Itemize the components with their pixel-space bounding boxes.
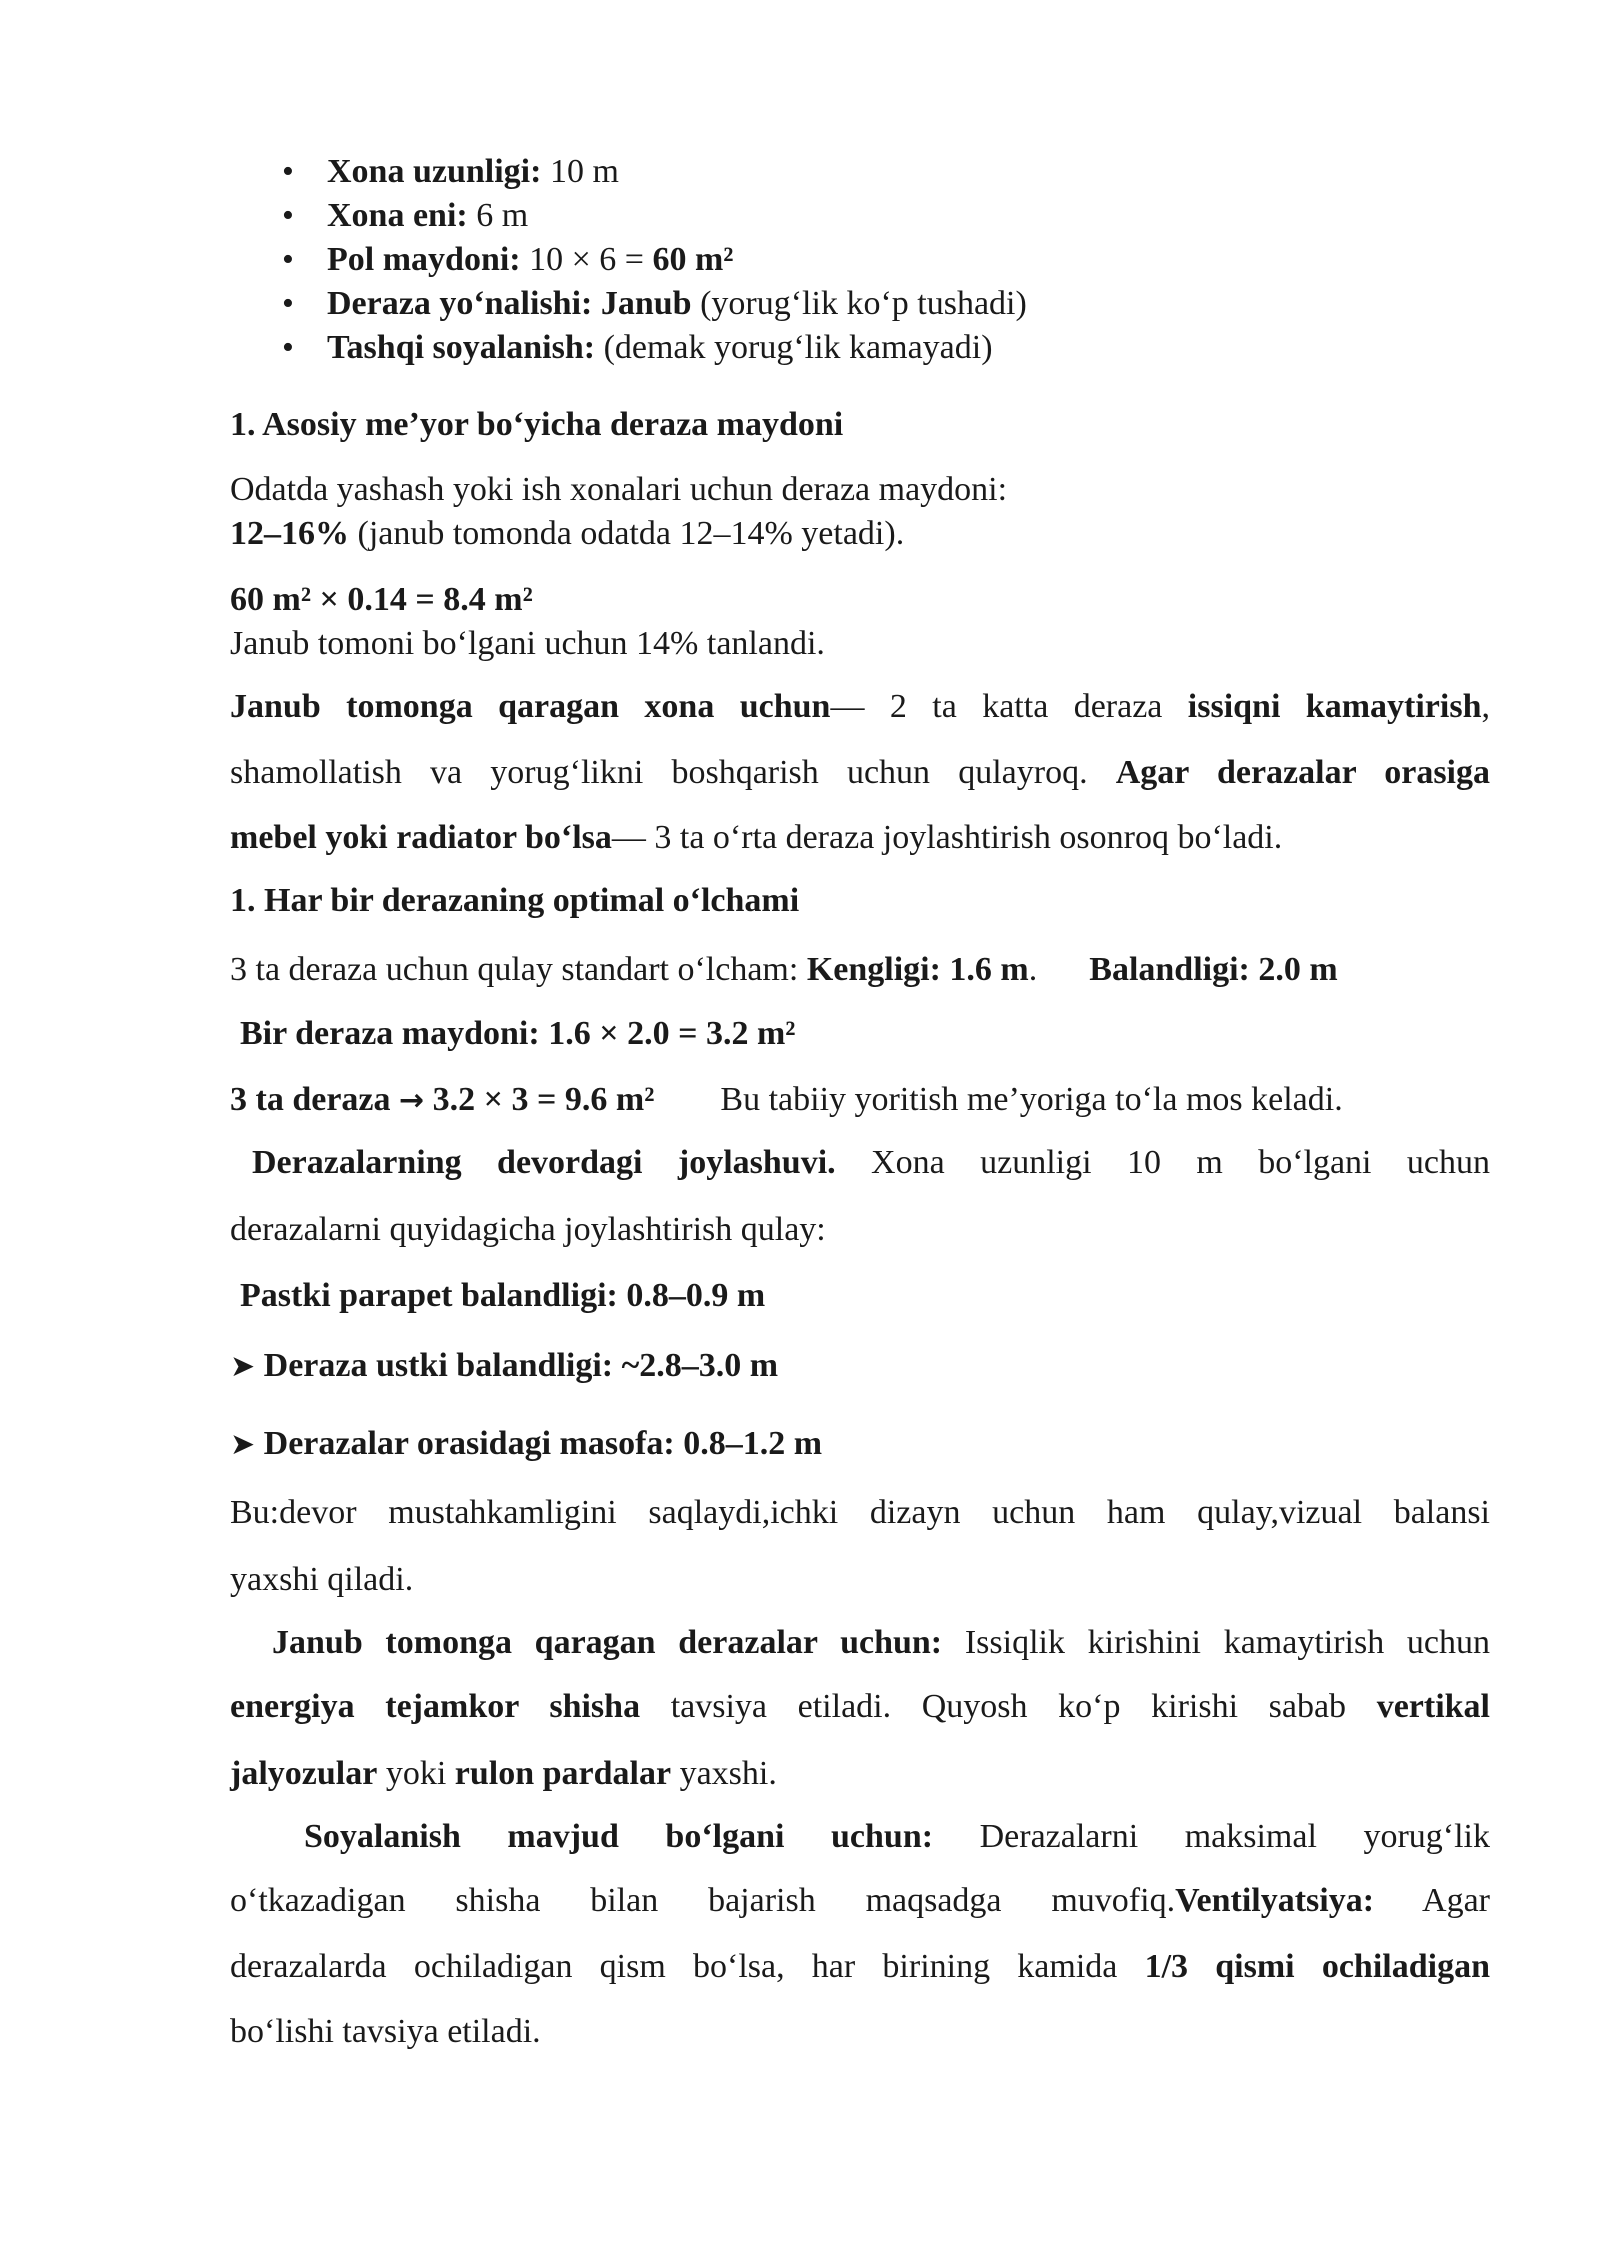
- parapet-height: Pastki parapet balandligi: 0.8–0.9 m: [240, 1277, 766, 1314]
- text: 3 ta deraza uchun qulay standart o‘lcham:: [230, 951, 807, 988]
- text: Deraza ustki balandligi: ~2.8–3.0 m: [255, 1347, 779, 1384]
- fact-label: Xona eni:: [327, 197, 468, 234]
- bullet: •: [282, 329, 294, 366]
- text: Issiqlik kirishini kamaytirish uchun: [942, 1624, 1490, 1661]
- text: Bu tabiiy yoritish me’yoriga to‘la mos keladi.: [720, 1081, 1343, 1118]
- fact-value: (yorug‘lik ko‘p tushadi): [691, 285, 1027, 322]
- list-item: [230, 1422, 822, 1467]
- section-heading: 1. Asosiy me’yor bo‘yicha deraza maydoni: [230, 406, 844, 443]
- paragraph-text: (janub tomonda odatda 12–14% yetadi).: [349, 515, 905, 552]
- justified-line: [230, 754, 1490, 792]
- bold-text: 1/3 qismi ochiladigan: [1144, 1948, 1490, 1985]
- bold-text: Janub tomonga qaragan xona uchun: [230, 688, 831, 725]
- text: yaxshi.: [671, 1755, 777, 1792]
- paragraph-line: [230, 816, 1282, 860]
- fact-label: Tashqi soyalanish:: [327, 329, 596, 366]
- text: yoki: [377, 1755, 455, 1792]
- paragraph-line: bo‘lishi tavsiya etiladi.: [230, 2013, 541, 2050]
- list-item: [230, 194, 1490, 238]
- fact-label: Pol maydoni:: [327, 241, 521, 278]
- paragraph-line: [230, 1752, 777, 1796]
- bullet: •: [282, 285, 294, 322]
- justified-line: Bu:devor mustahkamligini saqlaydi,ichki dizayn uchun ham qulay,vizual balansi: [230, 1494, 1490, 1531]
- paragraph: Janub tomoni bo‘lgani uchun 14% tanlandi.: [230, 625, 825, 662]
- section-heading: 1. Har bir derazaning optimal o‘lchami: [230, 882, 800, 919]
- bold-text: Ventilyatsiya:: [1175, 1882, 1375, 1919]
- paragraph-line: derazalarni quyidagicha joylashtirish qulay:: [230, 1211, 826, 1248]
- text: shamollatish va yorug‘likni boshqarish uchun qulayroq.: [230, 754, 1116, 791]
- paragraph-line: yaxshi qiladi.: [230, 1561, 414, 1598]
- bold-text: jalyozular: [230, 1755, 378, 1792]
- fact-value: 6 m: [467, 197, 529, 234]
- fact-label: Deraza yo‘nalishi: Janub: [327, 285, 692, 322]
- justified-line: [230, 1688, 1490, 1726]
- bold-text: 3 ta deraza: [230, 1081, 400, 1118]
- text: — 3 ta o‘rta deraza joylashtirish osonroq bo‘ladi.: [611, 819, 1283, 856]
- text: Derazalarni maksimal yorug‘lik: [933, 1818, 1490, 1855]
- justified-line: [304, 1818, 1490, 1856]
- bold-text: energiya tejamkor shisha: [230, 1688, 641, 1725]
- bullet: •: [282, 241, 294, 278]
- formula: 60 m² × 0.14 = 8.4 m²: [230, 581, 533, 618]
- fact-value: (demak yorug‘lik kamayadi): [595, 329, 993, 366]
- text: Agar: [1374, 1882, 1490, 1919]
- bold-text: Derazalarning devordagi joylashuvi.: [252, 1144, 836, 1181]
- list-item: [230, 326, 1490, 370]
- arrow-right-icon: ➤: [230, 1349, 256, 1384]
- fact-value: 10 × 6 =: [520, 241, 653, 278]
- bold-text: Janub tomonga qaragan derazalar uchun:: [272, 1624, 943, 1661]
- list-item: [230, 238, 1490, 282]
- justified-line: [272, 1624, 1490, 1662]
- bold-text: rulon pardalar: [454, 1755, 672, 1792]
- paragraph: Odatda yashash yoki ish xonalari uchun deraza maydoni:: [230, 471, 1008, 508]
- text: ,: [1481, 688, 1490, 725]
- text: — 2 ta katta deraza: [830, 688, 1188, 725]
- bold-text: Soyalanish mavjud bo‘lgani uchun:: [304, 1818, 934, 1855]
- text: .: [1028, 951, 1038, 988]
- percent-range: 12–16%: [230, 515, 349, 552]
- fact-label: Xona uzunligi:: [327, 153, 542, 190]
- list-item: [230, 282, 1490, 326]
- height-label: Balandligi: 2.0 m: [1089, 951, 1338, 988]
- paragraph-line: [230, 1078, 1343, 1123]
- text: o‘tkazadigan shisha bilan bajarish maqsadga muvofiq.: [230, 1882, 1176, 1919]
- area-formula: Bir deraza maydoni: 1.6 × 2.0 = 3.2 m²: [240, 1015, 796, 1052]
- list-item: [230, 1344, 778, 1389]
- paragraph: [230, 512, 904, 556]
- width-label: Kengligi: 1.6 m: [806, 951, 1029, 988]
- paragraph-line: [230, 948, 1338, 992]
- text: Xona uzunligi 10 m bo‘lgani uchun: [835, 1144, 1490, 1181]
- fact-value: 10 m: [541, 153, 619, 190]
- bold-text: 3.2 × 3 = 9.6 m²: [424, 1081, 655, 1118]
- bold-text: vertikal: [1376, 1688, 1490, 1725]
- text: derazalarda ochiladigan qism bo‘lsa, har birining kamida: [230, 1948, 1145, 1985]
- justified-line: [230, 1882, 1490, 1920]
- justified-line: [230, 1948, 1490, 1986]
- list-item: [230, 150, 1490, 194]
- bullet: •: [282, 153, 294, 190]
- bold-text: issiqni kamaytirish: [1187, 688, 1482, 725]
- justified-line: [230, 688, 1490, 726]
- text: tavsiya etiladi. Quyosh ko‘p kirishi sabab: [640, 1688, 1377, 1725]
- bold-text: mebel yoki radiator bo‘lsa: [230, 819, 612, 856]
- document-page: [230, 150, 1490, 2050]
- bold-text: Agar derazalar orasiga: [1115, 754, 1490, 791]
- arrow-icon: →: [399, 1083, 425, 1118]
- arrow-right-icon: ➤: [230, 1427, 256, 1462]
- text: Derazalar orasidagi masofa: 0.8–1.2 m: [255, 1425, 823, 1462]
- fact-bold-value: 60 m²: [652, 241, 734, 278]
- room-facts-list: [230, 150, 1490, 370]
- bullet: •: [282, 197, 294, 234]
- justified-line: [252, 1144, 1490, 1182]
